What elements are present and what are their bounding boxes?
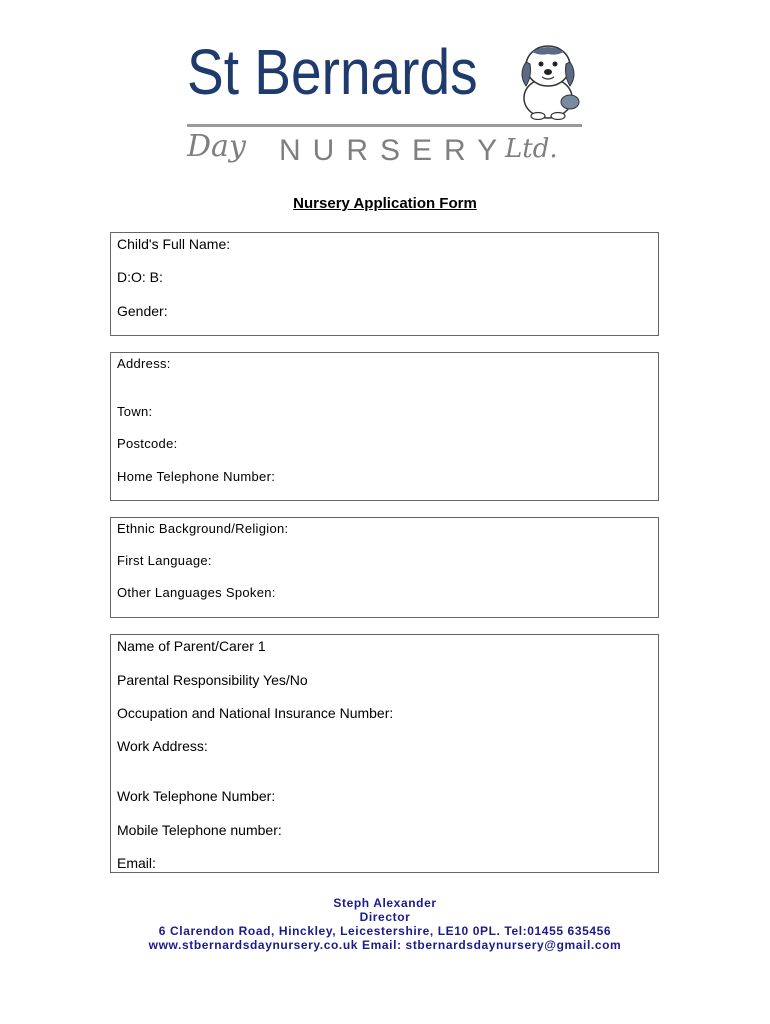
work-address-field[interactable]: Work Address: (117, 738, 208, 754)
footer-name: Steph Alexander (333, 896, 437, 910)
nursery-logo (183, 36, 593, 180)
first-language-field[interactable]: First Language: (117, 553, 212, 568)
child-full-name-field[interactable]: Child's Full Name: (117, 236, 231, 252)
child-details-section (110, 232, 659, 336)
logo-title: St Bernards (187, 36, 478, 108)
logo-nursery: NURSERY (279, 134, 510, 167)
background-section (110, 517, 659, 618)
parental-responsibility-field[interactable]: Parental Responsibility Yes/No (117, 672, 308, 688)
footer-address: 6 Clarendon Road, Hinckley, Leicestershire, LE10 0PL. Tel:01455 635456 (158, 924, 612, 938)
footer-web-email: www.stbernardsdaynursery.co.uk Email: stbernardsdaynursery@gmail.com (148, 938, 622, 952)
logo-day: Day (187, 129, 246, 164)
address-section (110, 352, 659, 501)
home-telephone-field[interactable]: Home Telephone Number: (117, 469, 276, 484)
dob-field[interactable]: D:O: B: (117, 269, 163, 285)
logo-divider (187, 124, 582, 127)
address-field[interactable]: Address: (117, 356, 171, 371)
footer-role: Director (359, 910, 411, 924)
ethnic-background-field[interactable]: Ethnic Background/Religion: (117, 521, 289, 536)
form-title: Nursery Application Form (293, 195, 477, 212)
other-languages-field[interactable]: Other Languages Spoken: (117, 585, 276, 600)
occupation-ni-field[interactable]: Occupation and National Insurance Number: (117, 705, 394, 721)
email-field[interactable]: Email: (117, 855, 156, 871)
logo-ltd: Ltd. (505, 134, 558, 164)
st-bernard-dog-icon (510, 40, 586, 120)
mobile-telephone-field[interactable]: Mobile Telephone number: (117, 822, 282, 838)
parent-name-field[interactable]: Name of Parent/Carer 1 (117, 638, 266, 654)
work-telephone-field[interactable]: Work Telephone Number: (117, 788, 276, 804)
gender-field[interactable]: Gender: (117, 303, 168, 319)
postcode-field[interactable]: Postcode: (117, 436, 178, 451)
parent-carer-section (110, 634, 659, 873)
town-field[interactable]: Town: (117, 404, 153, 419)
